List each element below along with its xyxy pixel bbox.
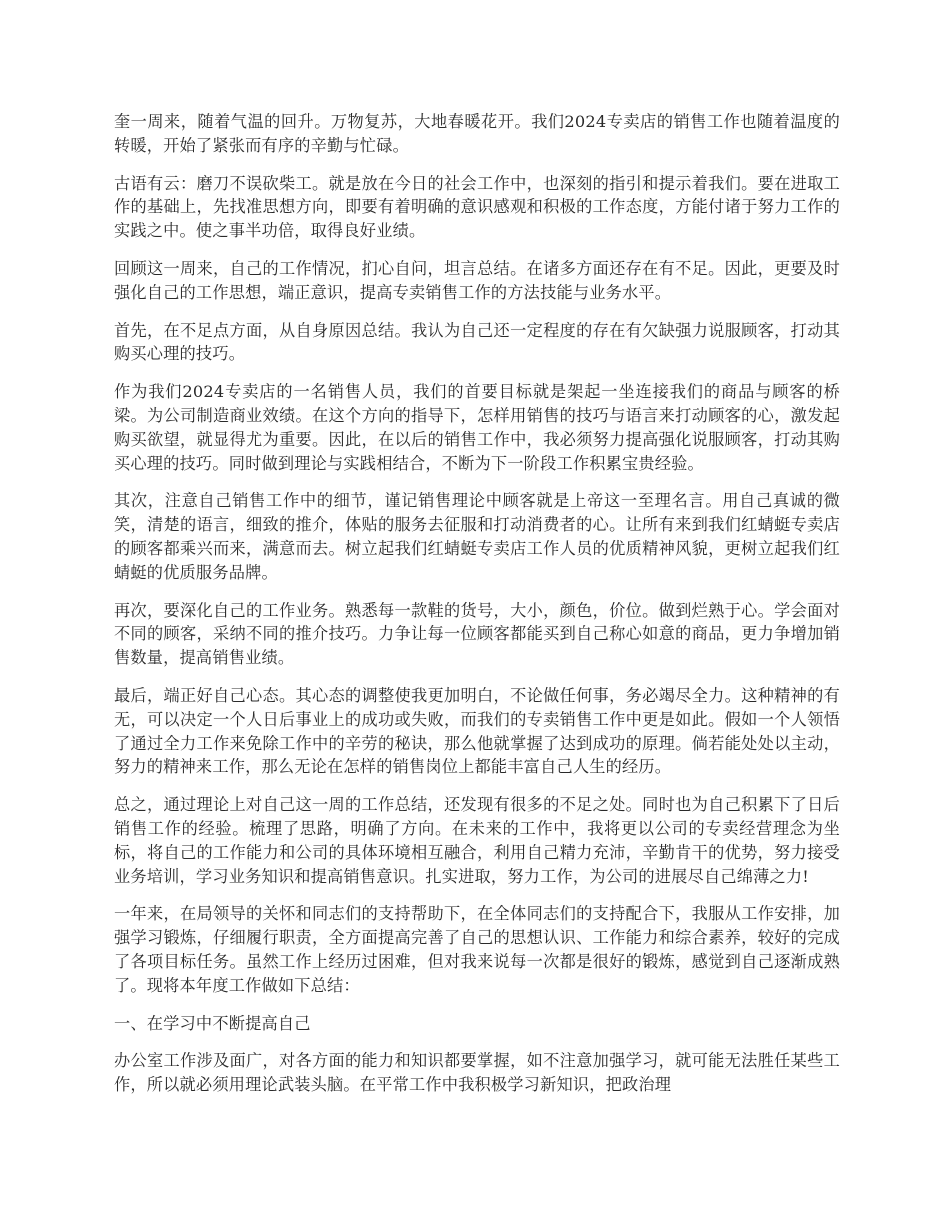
paragraph-annual-summary: 一年来，在局领导的关怀和同志们的支持帮助下，在全体同志们的支持配合下，我服从工作安排，加强学习锻炼，仔细履行职责，全方面提高完善了自己的思想认识、工作能力和综合素养，较好的完成了各项目标任务。虽然工作上经历过困难，但对我来说每一次都是很好的锻炼，感觉到自己逐渐成熟了。现将本年度工作做如下总结：: [114, 904, 840, 995]
document-body: [114, 110, 840, 1111]
paragraph-second-point: 其次，注意自己销售工作中的细节，谨记销售理论中顾客就是上帝这一至理名言。用自己真诚的微笑，清楚的语言，细致的推介，体贴的服务去征服和打动消费者的心。让所有来到我们红蜻蜓专卖店的顾客都乘兴而来，满意而去。树立起我们红蜻蜓专卖店工作人员的优质精神风貌，更树立起我们红蜻蜓的优质服务品牌。: [114, 491, 840, 582]
paragraph-first-point: 首先，在不足点方面，从自身原因总结。我认为自己还一定程度的存在有欠缺强力说服顾客，打动其购买心理的技巧。: [114, 320, 840, 364]
paragraph-intro: 奎一周来，随着气温的回升。万物复苏，大地春暖花开。我们2024专卖店的销售工作也随着温度的转暖，开始了紧张而有序的辛勤与忙碌。: [114, 112, 840, 155]
paragraph-sales-role: 作为我们2024专卖店的一名销售人员，我们的首要目标就是架起一坐连接我们的商品与顾客的桥梁。为公司制造商业效绩。在这个方向的指导下，怎样用销售的技巧与语言来打动顾客的心，激发起购买欲望，就显得尤为重要。因此，在以后的销售工作中，我必须努力提高强化说服顾客，打动其购买心理的技巧。同时做到理论与实践相结合，不断为下一阶段工作积累宝贵经验。: [114, 382, 840, 473]
paragraph-study: 办公室工作涉及面广，对各方面的能力和知识都要掌握，如不注意加强学习，就可能无法胜任某些工作，所以就必须用理论武装头脑。在平常工作中我积极学习新知识，把政治理: [114, 1051, 840, 1095]
paragraph-review: 回顾这一周来，自己的工作情况，扪心自问，坦言总结。在诸多方面还存在有不足。因此，更要及时强化自己的工作思想，端正意识，提高专卖销售工作的方法技能与业务水平。: [114, 258, 840, 302]
paragraph-conclusion: 总之，通过理论上对自己这一周的工作总结，还发现有很多的不足之处。同时也为自己积累下了日后销售工作的经验。梳理了思路，明确了方向。在未来的工作中，我将更以公司的专卖经营理念为坐标，将自己的工作能力和公司的具体环境相互融合，利用自己精力充沛，辛勤肯干的优势，努力接受业务培训，学习业务知识和提高销售意识。扎实进取，努力工作，为公司的进展尽自己绵薄之力!: [114, 795, 840, 886]
paragraph-last-point: 最后，端正好自己心态。其心态的调整使我更加明白，不论做任何事，务必竭尽全力。这种精神的有无，可以决定一个人日后事业上的成功或失败，而我们的专卖销售工作中更是如此。假如一个人领悟了通过全力工作来免除工作中的辛劳的秘诀，那么他就掌握了达到成功的原理。倘若能处处以主动，努力的精神来工作，那么无论在怎样的销售岗位上都能丰富自己人生的经历。: [114, 685, 840, 777]
paragraph-third-point: 再次，要深化自己的工作业务。熟悉每一款鞋的货号，大小，颜色，价位。做到烂熟于心。学会面对不同的顾客，采纳不同的推介技巧。力争让每一位顾客都能买到自己称心如意的商品，更力争增加销售数量，提高销售业绩。: [114, 600, 840, 668]
paragraph-proverb: 古语有云：磨刀不误砍柴工。就是放在今日的社会工作中，也深刻的指引和提示着我们。要在进取工作的基础上，先找准思想方向，即要有着明确的意识感观和积极的工作态度，方能付诸于努力工作的实践之中。使之事半功倍，取得良好业绩。: [114, 173, 840, 241]
section-heading: 一、在学习中不断提高自己: [114, 1013, 311, 1033]
